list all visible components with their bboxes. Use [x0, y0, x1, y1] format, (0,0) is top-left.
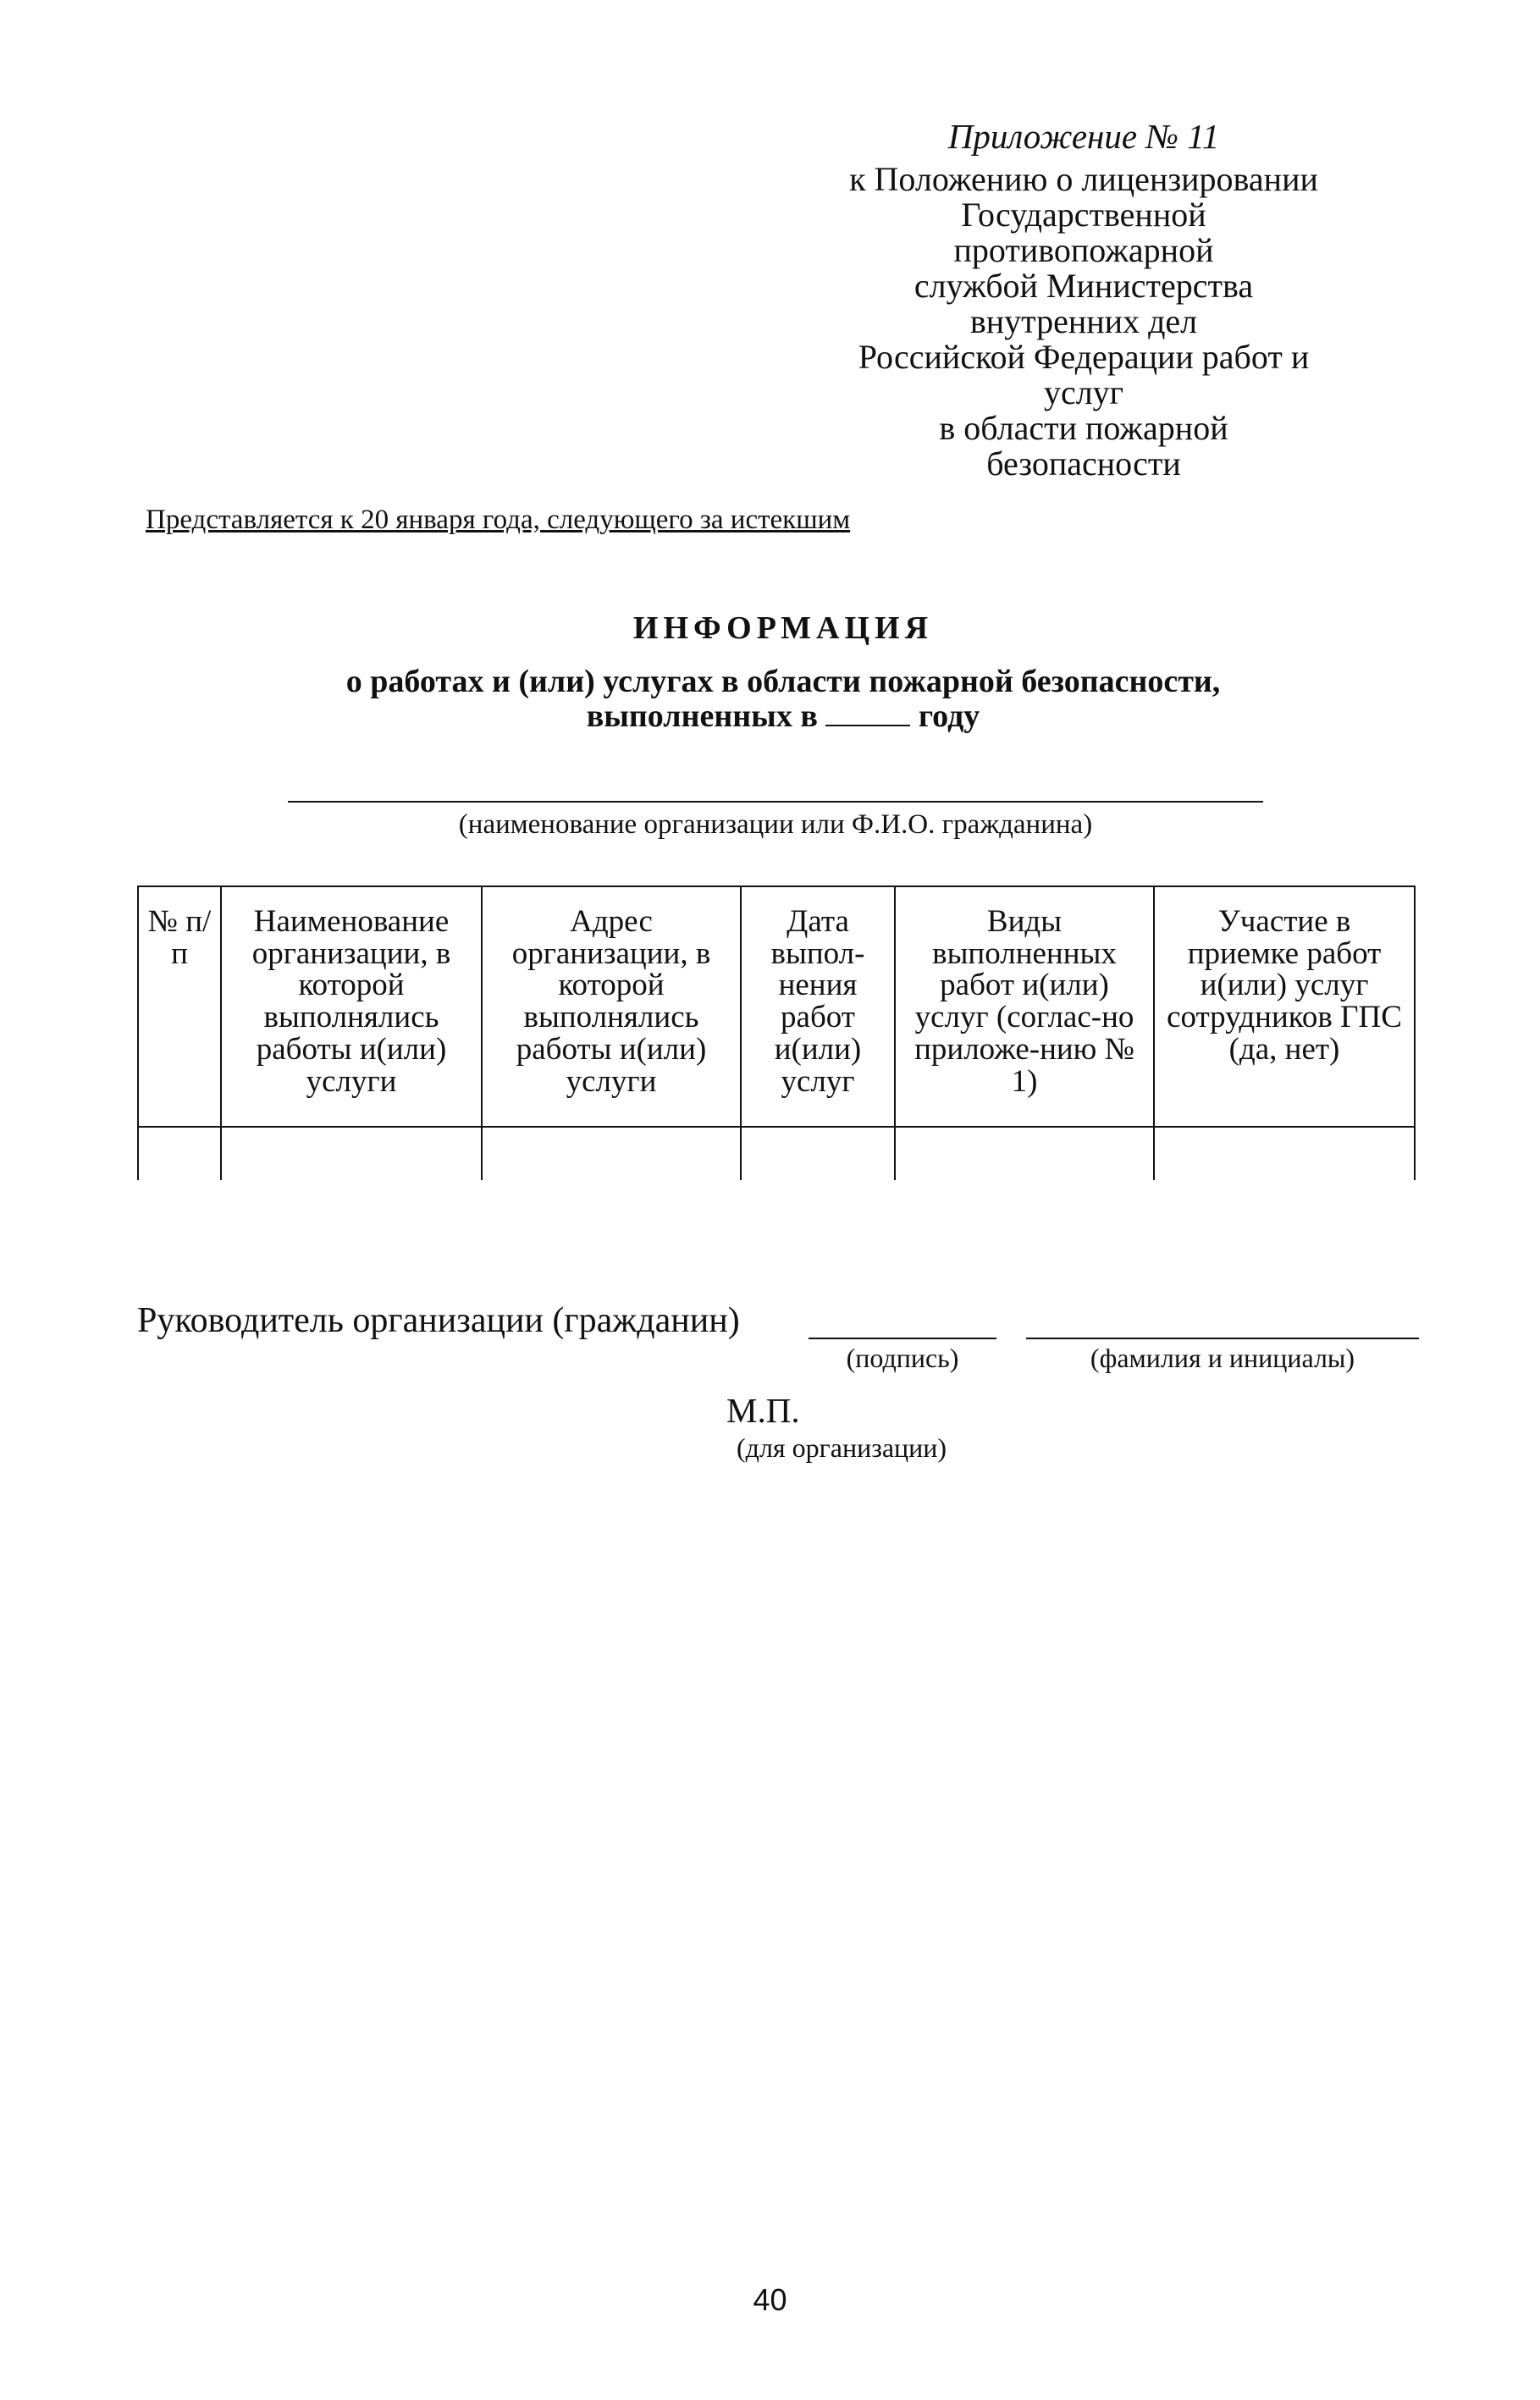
table-cell[interactable] — [895, 1127, 1154, 1180]
column-header-date: Дата выпол-нения работ и(или) услуг — [741, 886, 895, 1127]
table-row — [138, 1127, 1415, 1180]
signature-label: Руководитель организации (гражданин) — [137, 1301, 740, 1340]
year-blank[interactable] — [825, 703, 910, 726]
appendix-line: к Положению о лицензировании — [849, 160, 1318, 199]
name-initials-caption: (фамилия и инициалы) — [1090, 1343, 1355, 1373]
name-initials-field-line[interactable] — [1026, 1338, 1419, 1339]
appendix-number: Приложение № 11 — [947, 117, 1220, 156]
information-table — [137, 886, 1416, 1180]
table-header-row — [138, 886, 1415, 1127]
signature-caption: (подпись) — [846, 1343, 959, 1373]
appendix-line: Российской Федерации работ и услуг — [858, 338, 1310, 412]
table-cell[interactable] — [482, 1127, 741, 1180]
document-title: ИНФОРМАЦИЯ — [632, 610, 934, 646]
appendix-line: службой Министерства внутренних дел — [914, 267, 1254, 341]
subtitle-line-2-end: году — [918, 698, 980, 735]
signature-field-line[interactable] — [809, 1338, 996, 1339]
column-header-gps-participation: Участие в приемке работ и(или) услуг сотрудников ГПС (да, нет) — [1154, 886, 1415, 1127]
column-header-work-types: Виды выполненных работ и(или) услуг (соглас-но приложе-нию № 1) — [895, 886, 1154, 1127]
table-cell[interactable] — [221, 1127, 482, 1180]
appendix-line: Государственной противопожарной — [953, 196, 1214, 270]
organization-name-caption: (наименование организации или Ф.И.О. гражданина) — [458, 809, 1093, 840]
page-number: 40 — [753, 2282, 787, 2317]
appendix-line: в области пожарной безопасности — [939, 409, 1228, 483]
column-header-address: Адрес организации, в которой выполнялись работы и(или) услуги — [482, 886, 741, 1127]
stamp-label: М.П. — [726, 1391, 800, 1430]
column-header-number: № п/п — [138, 886, 221, 1127]
document-subtitle — [169, 665, 1397, 734]
subtitle-line-2-start: выполненных в — [586, 698, 818, 735]
appendix-block — [847, 119, 1321, 482]
stamp-caption: (для организации) — [737, 1432, 947, 1463]
table-cell[interactable] — [138, 1127, 221, 1180]
table-cell[interactable] — [741, 1127, 895, 1180]
submission-note: Представляется к 20 января года, следующего за истекшим — [146, 505, 851, 535]
organization-name-line[interactable] — [288, 801, 1263, 803]
table-cell[interactable] — [1154, 1127, 1415, 1180]
subtitle-line-1: о работах и (или) услугах в области пожарной безопасности, — [345, 664, 1221, 699]
column-header-organization: Наименование организации, в которой выполнялись работы и(или) услуги — [221, 886, 482, 1127]
subtitle-line-2 — [169, 699, 1397, 734]
